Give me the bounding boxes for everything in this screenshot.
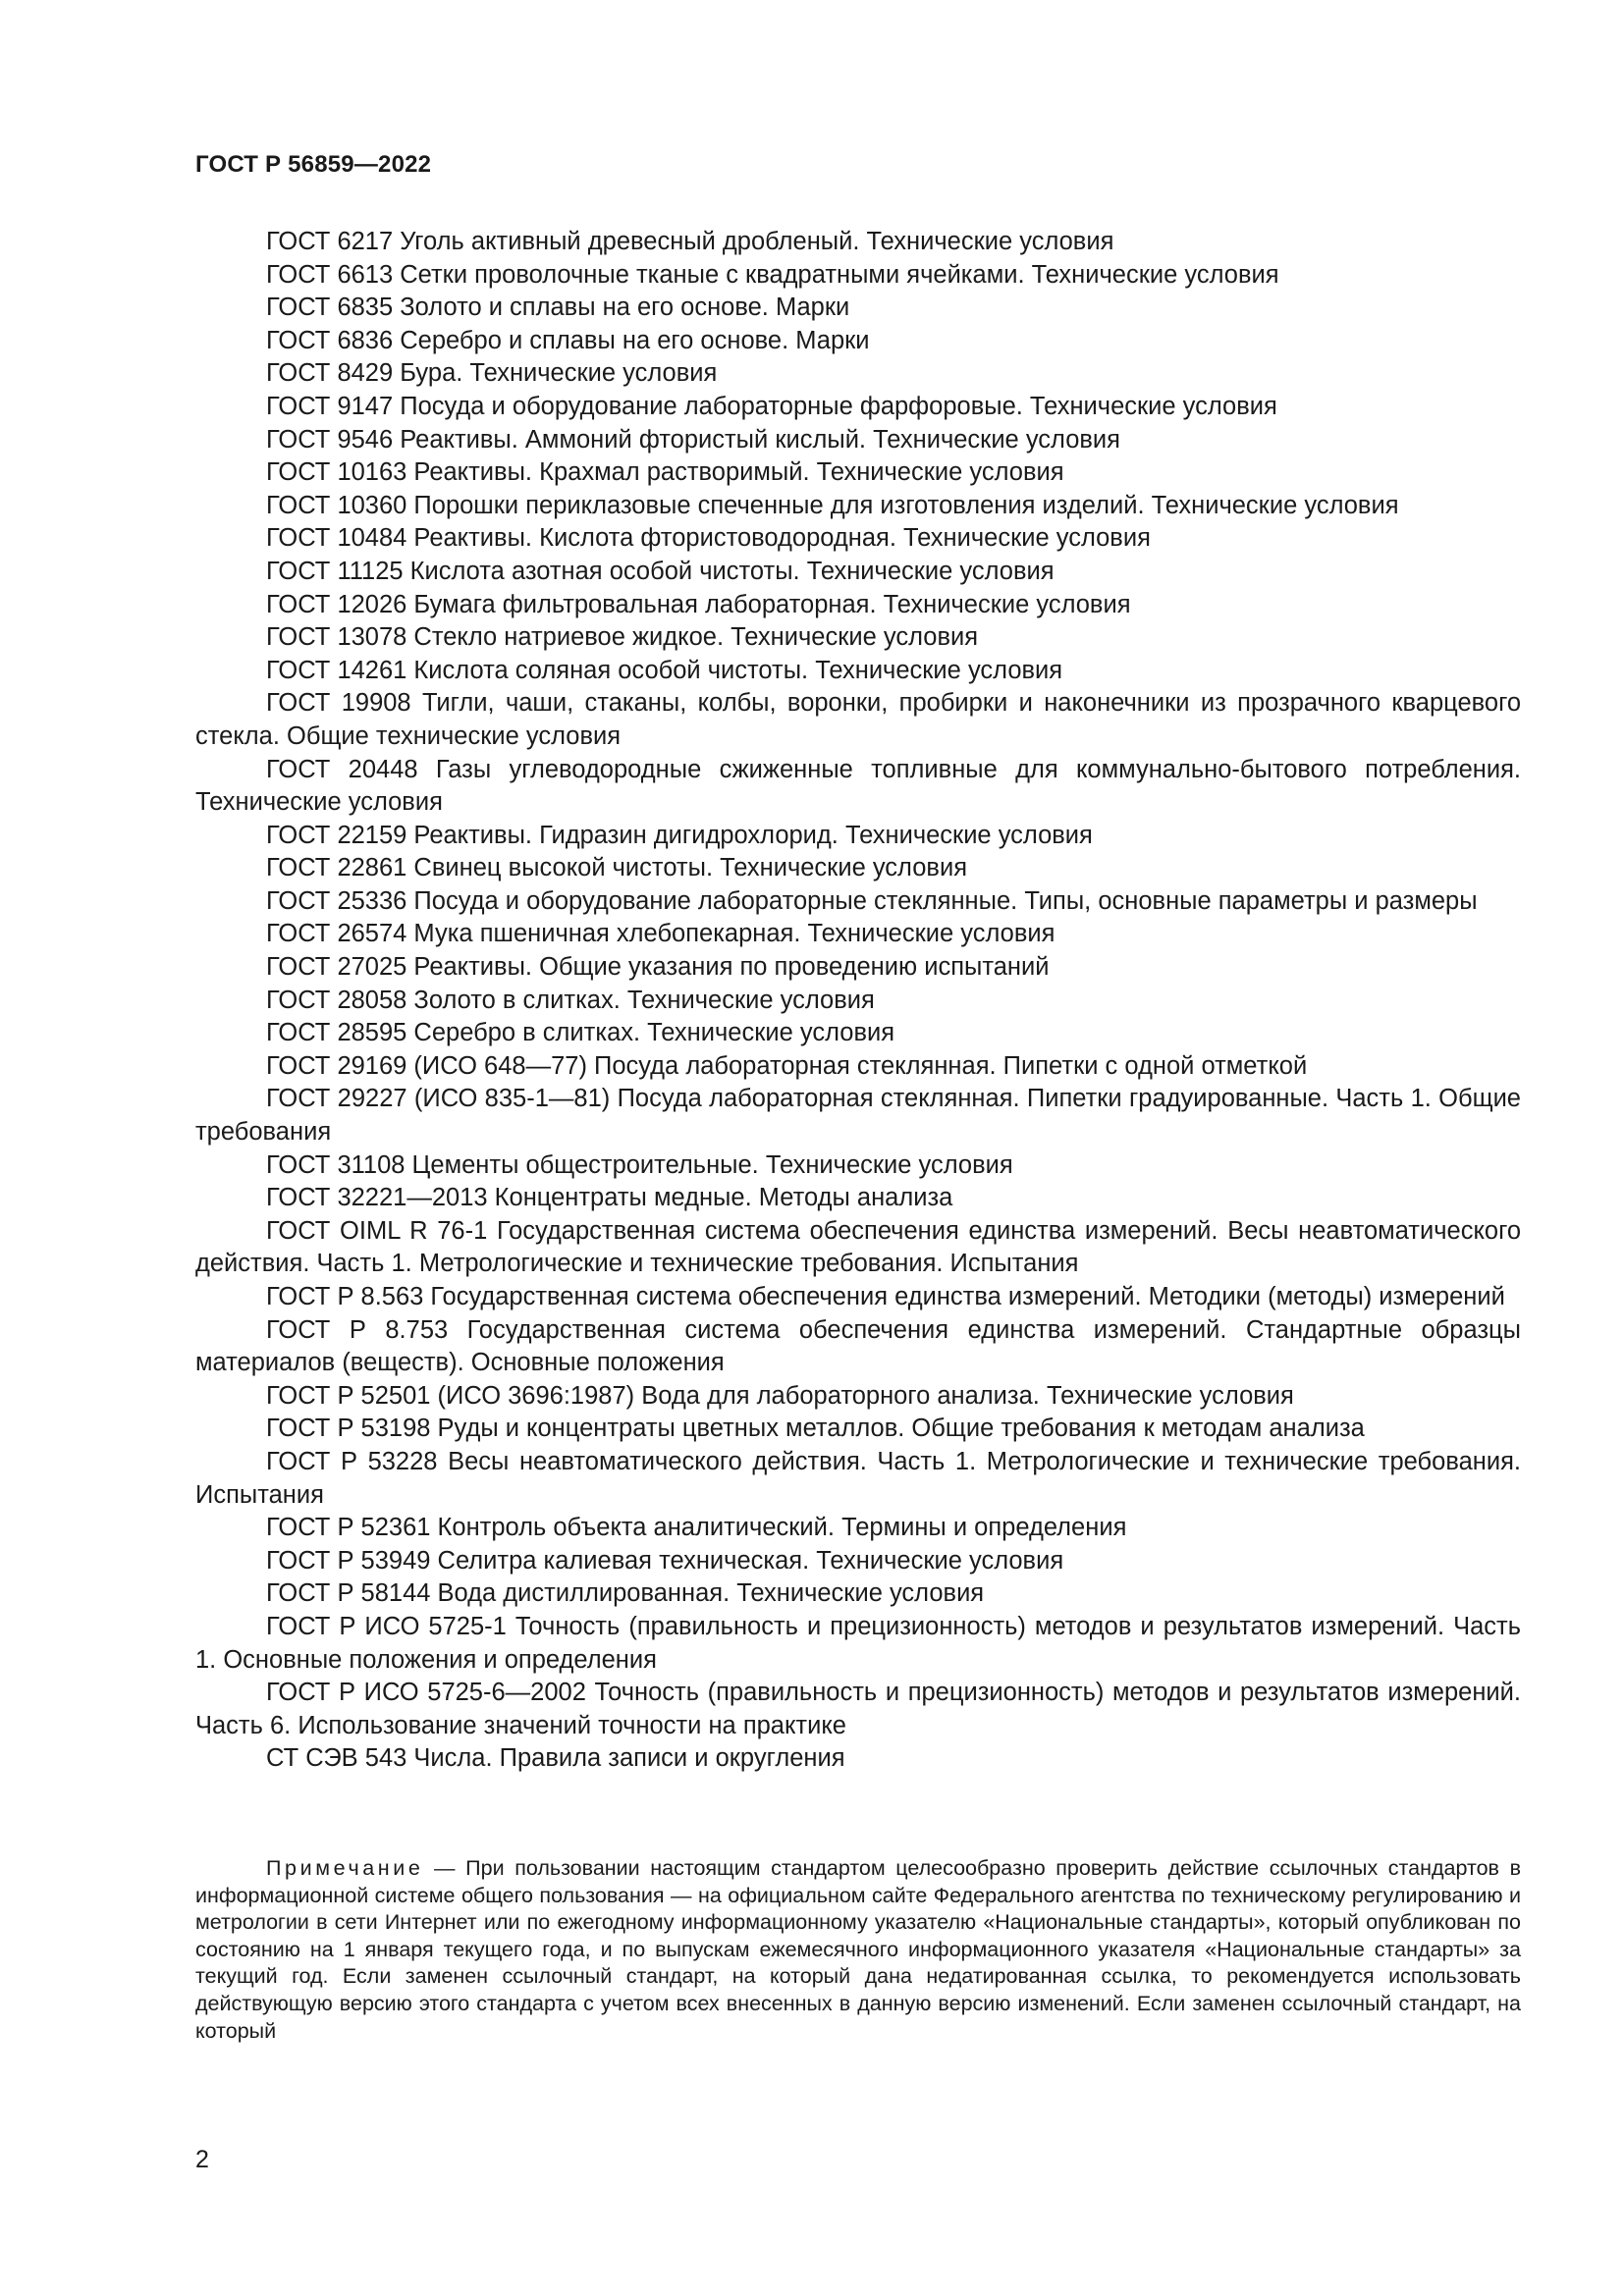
reference-item: ГОСТ 20448 Газы углеводородные сжиженные топливные для коммунально-бытового потребления. Технические условия: [195, 755, 1521, 817]
note-label: Примечание: [266, 1856, 424, 1880]
reference-item: ГОСТ Р 53198 Руды и концентраты цветных металлов. Общие требования к методам анализа: [266, 1415, 1365, 1443]
reference-item: ГОСТ OIML R 76-1 Государственная система обеспечения единства измерений. Весы неавтоматического действия. Часть 1. Метрологические и технические требования. Испытания: [195, 1216, 1521, 1278]
reference-item: ГОСТ Р 8.563 Государственная система обеспечения единства измерений. Методики (методы) измерений: [266, 1283, 1505, 1310]
reference-item: ГОСТ 28058 Золото в слитках. Технические условия: [266, 986, 875, 1014]
reference-item: ГОСТ 14261 Кислота соляная особой чистоты. Технические условия: [266, 656, 1063, 684]
reference-item: СТ СЭВ 543 Числа. Правила записи и округления: [266, 1744, 845, 1773]
reference-item: ГОСТ Р 53949 Селитра калиевая техническая. Технические условия: [266, 1546, 1064, 1575]
reference-item: ГОСТ 31108 Цементы общестроительные. Технические условия: [266, 1150, 1013, 1179]
reference-item: ГОСТ 12026 Бумага фильтровальная лабораторная. Технические условия: [266, 590, 1131, 618]
document-header: ГОСТ Р 56859—2022: [195, 151, 432, 178]
reference-item: ГОСТ 8429 Бура. Технические условия: [266, 359, 718, 388]
reference-item: ГОСТ Р 8.753 Государственная система обеспечения единства измерений. Стандартные образцы материалов (веществ). Основные положения: [195, 1315, 1521, 1377]
reference-item: ГОСТ 10163 Реактивы. Крахмал растворимый. Технические условия: [266, 458, 1064, 487]
reference-item: ГОСТ 19908 Тигли, чаши, стаканы, колбы, воронки, пробирки и наконечники из прозрачного кварцевого стекла. Общие технические условия: [195, 689, 1521, 750]
reference-item: ГОСТ 11125 Кислота азотная особой чистоты. Технические условия: [266, 557, 1055, 585]
reference-item: ГОСТ 10484 Реактивы. Кислота фтористоводородная. Технические условия: [266, 524, 1151, 553]
reference-item: ГОСТ 32221—2013 Концентраты медные. Методы анализа: [266, 1184, 953, 1212]
reference-item: ГОСТ 27025 Реактивы. Общие указания по проведению испытаний: [266, 953, 1050, 982]
reference-item: ГОСТ 6217 Уголь активный древесный дробленый. Технические условия: [266, 228, 1114, 255]
reference-item: ГОСТ 29169 (ИСО 648—77) Посуда лабораторная стеклянная. Пипетки с одной отметкой: [266, 1051, 1308, 1080]
reference-item: ГОСТ 9147 Посуда и оборудование лабораторные фарфоровые. Технические условия: [266, 392, 1277, 420]
reference-item: ГОСТ 25336 Посуда и оборудование лабораторные стеклянные. Типы, основные параметры и размеры: [266, 886, 1478, 915]
reference-item: ГОСТ 9546 Реактивы. Аммоний фтористый кислый. Технические условия: [266, 425, 1120, 454]
reference-item: ГОСТ 10360 Порошки периклазовые спеченные для изготовления изделий. Технические условия: [266, 491, 1399, 519]
reference-item: ГОСТ Р 52361 Контроль объекта аналитический. Термины и определения: [266, 1514, 1127, 1542]
note-paragraph: [195, 1855, 1521, 2045]
note-text: — При пользовании настоящим стандартом целесообразно проверить действие ссылочных стандартов в информационной системе общего пользования — на официальном сайте Федерального агентства по техническому регулированию и метрологии в сети Интернет или по ежегодному информационному указателю «Национальные стандарты», который опубликован по состоянию на 1 января текущего года, и по выпускам ежемесячного информационного указателя «Национальные стандарты» за текущий год. Если заменен ссылочный стандарт, на который дана недатированная ссылка, то рекомендуется использовать действующую версию этого стандарта с учетом всех внесенных в данную версию изменений. Если заменен ссылочный стандарт, на который: [195, 1856, 1521, 2043]
reference-item: ГОСТ Р 52501 (ИСО 3696:1987) Вода для лабораторного анализа. Технические условия: [266, 1381, 1294, 1410]
reference-item: ГОСТ 22159 Реактивы. Гидразин дигидрохлорид. Технические условия: [266, 821, 1093, 849]
reference-item: ГОСТ 6835 Золото и сплавы на его основе. Марки: [266, 294, 850, 322]
page-number: 2: [195, 2146, 209, 2173]
reference-item: ГОСТ Р ИСО 5725-1 Точность (правильность и прецизионность) методов и результатов измерений. Часть 1. Основные положения и определения: [195, 1612, 1521, 1674]
reference-item: ГОСТ Р 58144 Вода дистиллированная. Технические условия: [266, 1579, 985, 1608]
reference-item: ГОСТ 6613 Сетки проволочные тканые с квадратными ячейками. Технические условия: [266, 260, 1279, 289]
reference-item: ГОСТ 26574 Мука пшеничная хлебопекарная. Технические условия: [266, 920, 1056, 948]
reference-item: ГОСТ 22861 Свинец высокой чистоты. Технические условия: [266, 854, 967, 882]
reference-item: ГОСТ Р ИСО 5725-6—2002 Точность (правильность и прецизионность) методов и результатов измерений. Часть 6. Использование значений точности на практике: [195, 1679, 1521, 1739]
normative-references-list: [195, 226, 1521, 1776]
reference-item: ГОСТ 29227 (ИСО 835-1—81) Посуда лабораторная стеклянная. Пипетки градуированные. Часть 1. Общие требования: [195, 1085, 1521, 1147]
reference-item: ГОСТ 13078 Стекло натриевое жидкое. Технические условия: [266, 623, 979, 652]
reference-item: ГОСТ 28595 Серебро в слитках. Технические условия: [266, 1019, 895, 1047]
reference-item: ГОСТ 6836 Серебро и сплавы на его основе. Марки: [266, 326, 870, 354]
reference-item: ГОСТ Р 53228 Весы неавтоматического действия. Часть 1. Метрологические и технические требования. Испытания: [195, 1447, 1521, 1509]
